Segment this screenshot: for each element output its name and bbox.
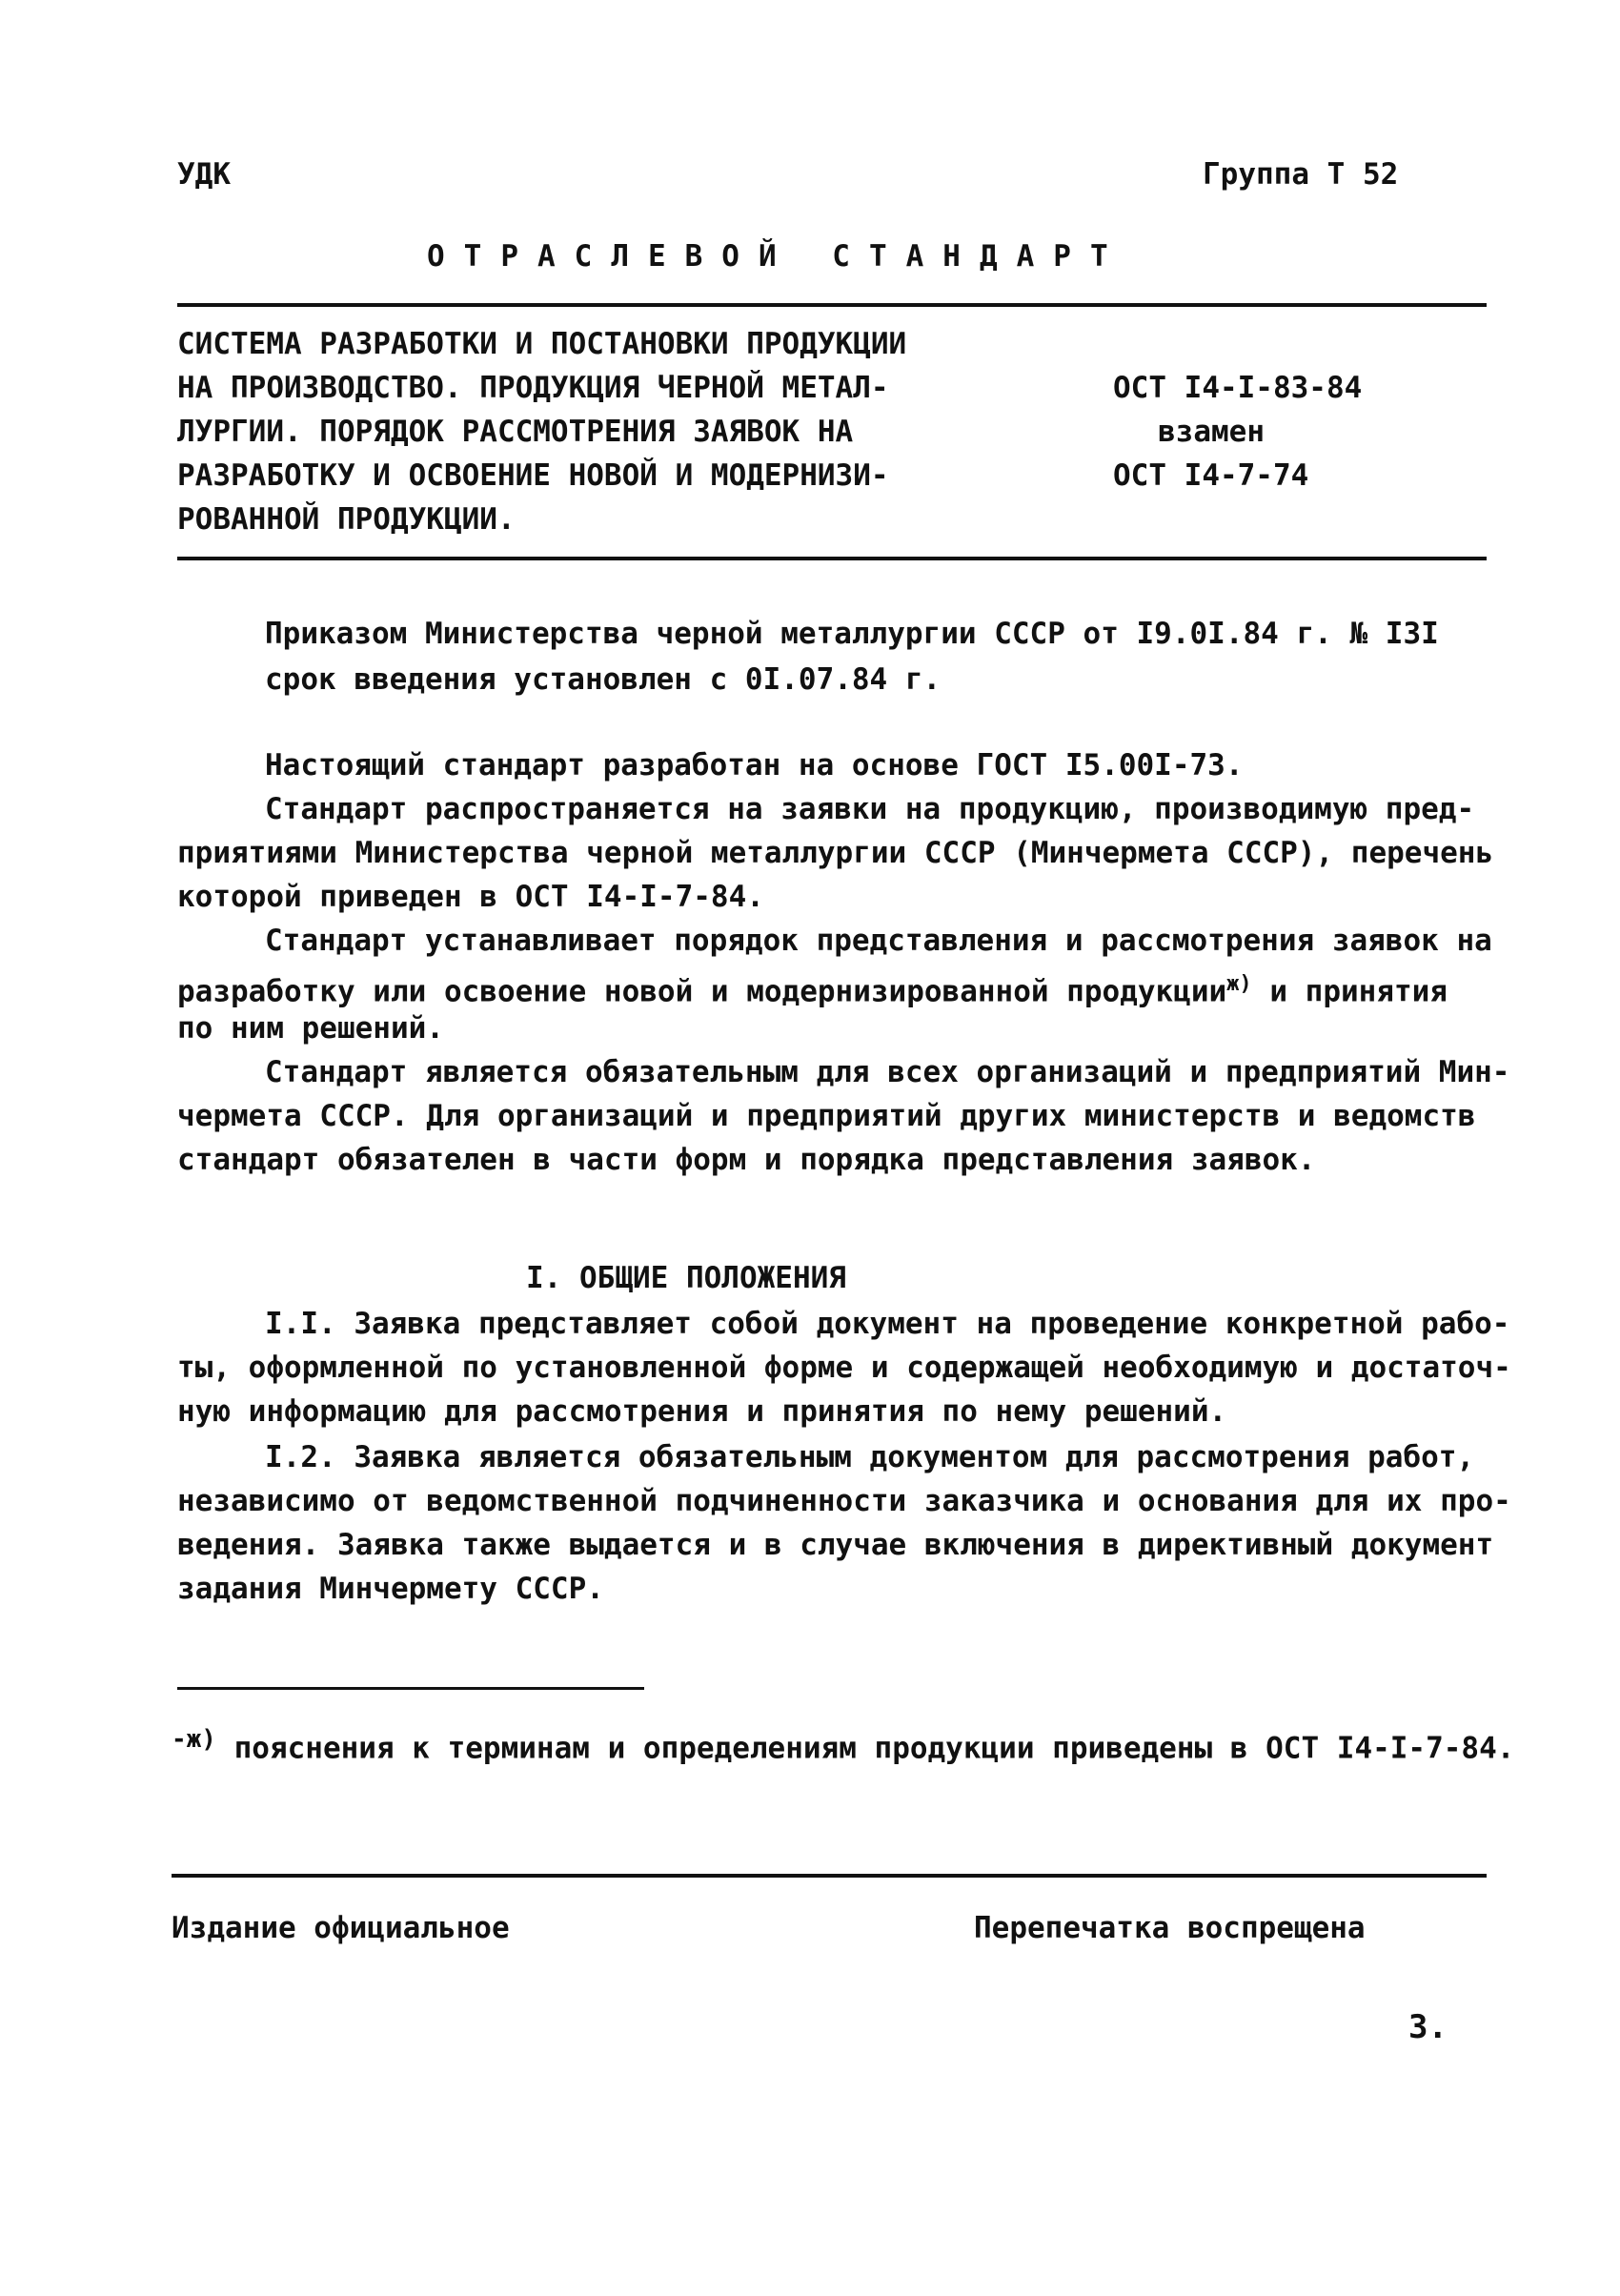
subject-line: РОВАННОЙ ПРОДУКЦИИ.	[177, 502, 516, 537]
udk-label: УДК	[177, 157, 231, 192]
section-line: независимо от ведомственной подчиненности заказчика и основания для их про-	[177, 1484, 1511, 1518]
subject-line: ЛУРГИИ. ПОРЯДОК РАССМОТРЕНИЯ ЗАЯВОК НА	[177, 415, 854, 449]
page-number: 3.	[1408, 2008, 1448, 2046]
intro-line: Настоящий стандарт разработан на основе ГОСТ I5.00I-73.	[265, 748, 1244, 782]
subject-line: НА ПРОИЗВОДСТВО. ПРОДУКЦИЯ ЧЕРНОЙ МЕТАЛ-	[177, 371, 889, 405]
intro-line: стандарт обязателен в части форм и порядка представления заявок.	[177, 1143, 1316, 1177]
standard-subject	[177, 322, 906, 541]
section-line: ты, оформленной по установленной форме и содержащей необходимую и достаточ-	[177, 1351, 1511, 1385]
official-edition-label: Издание официальное	[172, 1911, 510, 1945]
intro-line: которой приведен в ОСТ I4-I-7-84.	[177, 880, 764, 914]
top-rule	[177, 303, 1487, 307]
section-line: ведения. Заявка также выдается и в случае включения в директивный документ	[177, 1528, 1494, 1562]
order-line: срок введения установлен с 0I.07.84 г.	[265, 662, 942, 697]
footnote-rule	[177, 1687, 644, 1690]
footnote-reference: ж)	[1226, 972, 1252, 996]
intro-line: Стандарт является обязательным для всех организаций и предприятий Мин-	[265, 1055, 1510, 1089]
footnote-mark: -ж)	[172, 1725, 216, 1754]
intro-line: Стандарт распространяется на заявки на продукцию, производимую пред-	[265, 792, 1475, 826]
intro-line: по ним решений.	[177, 1011, 444, 1046]
section-line: ную информацию для рассмотрения и принятия по нему решений.	[177, 1394, 1227, 1429]
order-line: Приказом Министерства черной металлургии СССР от I9.0I.84 г. № I3I	[265, 617, 1439, 651]
standard-number: ОСТ I4-I-83-84	[1113, 371, 1363, 405]
intro-line: приятиями Министерства черной металлургии СССР (Минчермета СССР), перечень	[177, 836, 1494, 870]
section-heading: I. ОБЩИЕ ПОЛОЖЕНИЯ	[526, 1261, 846, 1295]
intro-line-text: и принятия	[1269, 974, 1448, 1009]
reprint-prohibited-label: Перепечатка воспрещена	[974, 1911, 1366, 1945]
replaces-label: взамен	[1158, 415, 1265, 449]
section-line: задания Минчермету СССР.	[177, 1572, 604, 1606]
subject-line: РАЗРАБОТКУ И ОСВОЕНИЕ НОВОЙ И МОДЕРНИЗИ-	[177, 458, 889, 493]
section-line: I.I. Заявка представляет собой документ на проведение конкретной рабо-	[265, 1307, 1510, 1341]
subject-line: СИСТЕМА РАЗРАБОТКИ И ПОСТАНОВКИ ПРОДУКЦИИ	[177, 327, 907, 361]
footnote	[172, 1717, 1514, 1770]
document-type-title: ОТРАСЛЕВОЙ СТАНДАРТ	[427, 239, 1127, 274]
footnote-text: пояснения к терминам и определениям продукции приведены в ОСТ I4-I-7-84.	[233, 1731, 1515, 1766]
designation-rule	[177, 557, 1487, 560]
section-line: I.2. Заявка является обязательным документом для рассмотрения работ,	[265, 1440, 1475, 1474]
footer-rule	[172, 1874, 1487, 1878]
intro-line-text: разработку или освоение новой и модернизированной продукции	[177, 974, 1227, 1009]
group-label: Группа Т 52	[1203, 157, 1399, 192]
replaced-standard-number: ОСТ I4-7-74	[1113, 458, 1309, 493]
intro-line: чермета СССР. Для организаций и предприятий других министерств и ведомств	[177, 1099, 1476, 1133]
intro-line: Стандарт устанавливает порядок представления и рассмотрения заявок на	[265, 924, 1492, 958]
